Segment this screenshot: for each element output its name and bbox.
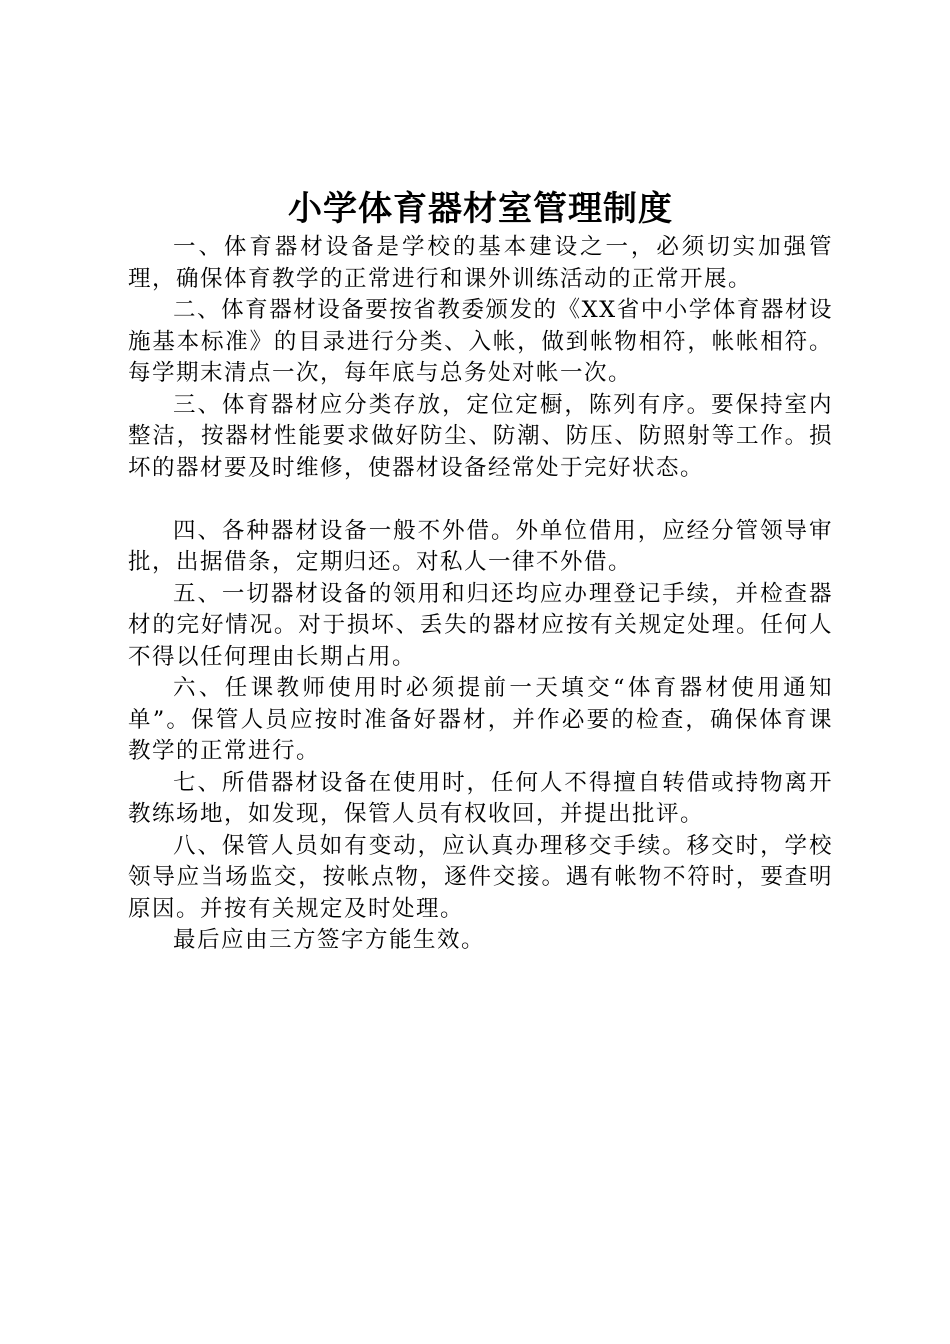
paragraph-6: 六、任课教师使用时必须提前一天填交“体育器材使用通知单”。保管人员应按时准备好器材，并作必要的检查，确保体育课教学的正常进行。	[128, 675, 833, 764]
paragraph-9: 最后应由三方签字方能生效。	[173, 927, 486, 953]
paragraph-4: 四、各种器材设备一般不外借。外单位借用，应经分管领导审批，出据借条，定期归还。对私人一律不外借。	[128, 517, 833, 575]
paragraph-2: 二、体育器材设备要按省教委颁发的《XX省中小学体育器材设施基本标准》的目录进行分类、入帐，做到帐物相符，帐帐相符。每学期末清点一次，每年底与总务处对帐一次。	[128, 297, 833, 386]
paragraph-7: 七、所借器材设备在使用时，任何人不得擅自转借或持物离开教练场地，如发现，保管人员有权收回，并提出批评。	[128, 769, 833, 827]
document-title: 小学体育器材室管理制度	[288, 189, 673, 229]
document-page	[128, 186, 833, 957]
paragraph-1: 一、体育器材设备是学校的基本建设之一，必须切实加强管理，确保体育教学的正常进行和课外训练活动的正常开展。	[128, 234, 833, 292]
paragraph-3: 三、体育器材应分类存放，定位定橱，陈列有序。要保持室内整洁，按器材性能要求做好防尘、防潮、防压、防照射等工作。损坏的器材要及时维修，使器材设备经常处于完好状态。	[128, 391, 833, 481]
document-body	[128, 232, 833, 957]
paragraph-8: 八、保管人员如有变动，应认真办理移交手续。移交时，学校领导应当场监交，按帐点物，逐件交接。遇有帐物不符时，要查明原因。并按有关规定及时处理。	[128, 832, 833, 922]
paragraph-gap	[128, 484, 833, 516]
paragraph-5: 五、一切器材设备的领用和归还均应办理登记手续，并检查器材的完好情况。对于损坏、丢失的器材应按有关规定处理。任何人不得以任何理由长期占用。	[128, 580, 833, 670]
